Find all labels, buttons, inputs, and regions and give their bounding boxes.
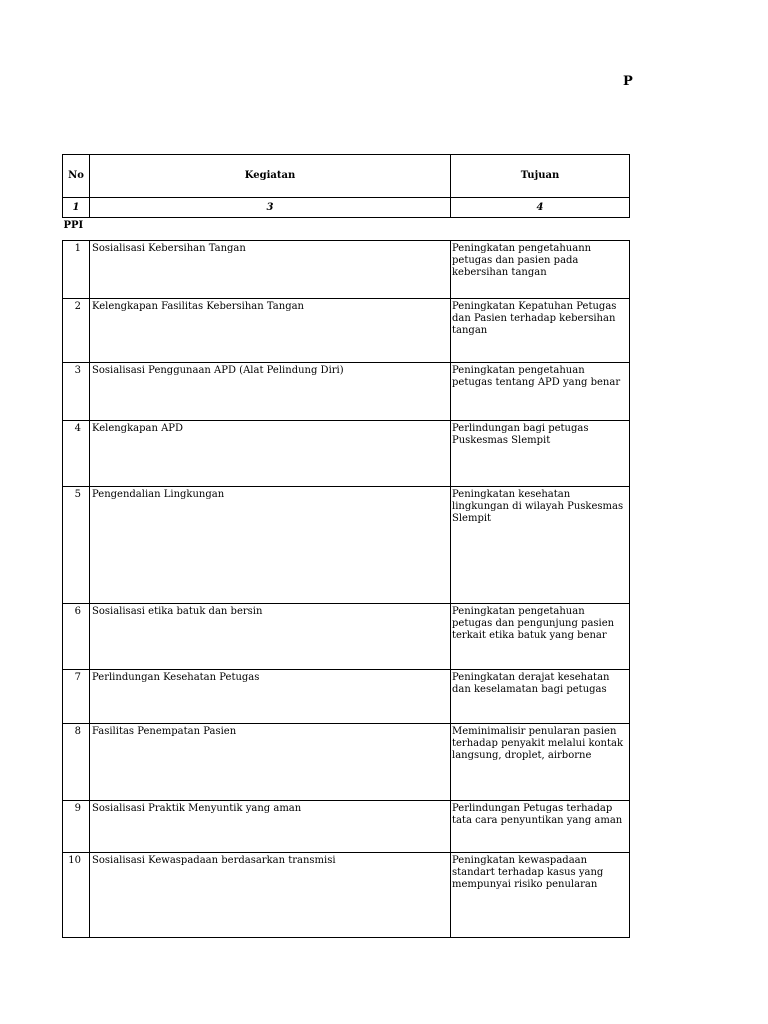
row-number: 1: [63, 241, 90, 299]
row-kegiatan: Sosialisasi Kewaspadaan berdasarkan transmisi: [90, 853, 451, 938]
row-number: 2: [63, 299, 90, 363]
row-kegiatan: Sosialisasi Praktik Menyuntik yang aman: [90, 801, 451, 853]
row-tujuan: Peningkatan kewaspadaan standart terhadap kasus yang mempunyai risiko penularan: [451, 853, 630, 938]
row-kegiatan: Kelengkapan Fasilitas Kebersihan Tangan: [90, 299, 451, 363]
row-number: 6: [63, 604, 90, 670]
row-tujuan: Peningkatan kesehatan lingkungan di wilayah Puskesmas Slempit: [451, 487, 630, 604]
table-row: [63, 363, 630, 421]
row-tujuan: Meminimalisir penularan pasien terhadap penyakit melalui kontak langsung, droplet, airborne: [451, 724, 630, 801]
row-kegiatan: Sosialisasi etika batuk dan bersin: [90, 604, 451, 670]
table-row: [63, 421, 630, 487]
section-row: [63, 218, 630, 241]
row-number: 7: [63, 670, 90, 724]
column-number-no: 1: [63, 198, 90, 218]
row-tujuan: Peningkatan Kepatuhan Petugas dan Pasien terhadap kebersihan tangan: [451, 299, 630, 363]
row-tujuan: Perlindungan bagi petugas Puskesmas Slempit: [451, 421, 630, 487]
row-number: 3: [63, 363, 90, 421]
column-number-tujuan: 4: [451, 198, 630, 218]
row-number: 4: [63, 421, 90, 487]
row-tujuan: Peningkatan pengetahuann petugas dan pasien pada kebersihan tangan: [451, 241, 630, 299]
row-kegiatan: Kelengkapan APD: [90, 421, 451, 487]
header-row: [63, 155, 630, 198]
table-row: [63, 853, 630, 938]
header-tujuan: Tujuan: [451, 155, 630, 198]
header-kegiatan: Kegiatan: [90, 155, 451, 198]
row-kegiatan: Pengendalian Lingkungan: [90, 487, 451, 604]
row-number: 5: [63, 487, 90, 604]
row-tujuan: Peningkatan pengetahuan petugas tentang APD yang benar: [451, 363, 630, 421]
table-row: [63, 670, 630, 724]
ppi-activity-table: [62, 154, 630, 938]
header-no: No: [63, 155, 90, 198]
column-number-row: [63, 198, 630, 218]
table-row: [63, 487, 630, 604]
table-row: [63, 604, 630, 670]
table-row: [63, 299, 630, 363]
table-row: [63, 241, 630, 299]
row-number: 8: [63, 724, 90, 801]
row-tujuan: Peningkatan pengetahuan petugas dan pengunjung pasien terkait etika batuk yang benar: [451, 604, 630, 670]
row-tujuan: Peningkatan derajat kesehatan dan keselamatan bagi petugas: [451, 670, 630, 724]
table-row: [63, 801, 630, 853]
document-title: P: [623, 74, 633, 89]
row-kegiatan: Sosialisasi Penggunaan APD (Alat Pelindung Diri): [90, 363, 451, 421]
table-row: [63, 724, 630, 801]
column-number-kegiatan: 3: [90, 198, 451, 218]
row-number: 10: [63, 853, 90, 938]
row-number: 9: [63, 801, 90, 853]
row-kegiatan: Perlindungan Kesehatan Petugas: [90, 670, 451, 724]
row-kegiatan: Fasilitas Penempatan Pasien: [90, 724, 451, 801]
section-label: PPI: [63, 218, 630, 241]
row-kegiatan: Sosialisasi Kebersihan Tangan: [90, 241, 451, 299]
row-tujuan: Perlindungan Petugas terhadap tata cara penyuntikan yang aman: [451, 801, 630, 853]
